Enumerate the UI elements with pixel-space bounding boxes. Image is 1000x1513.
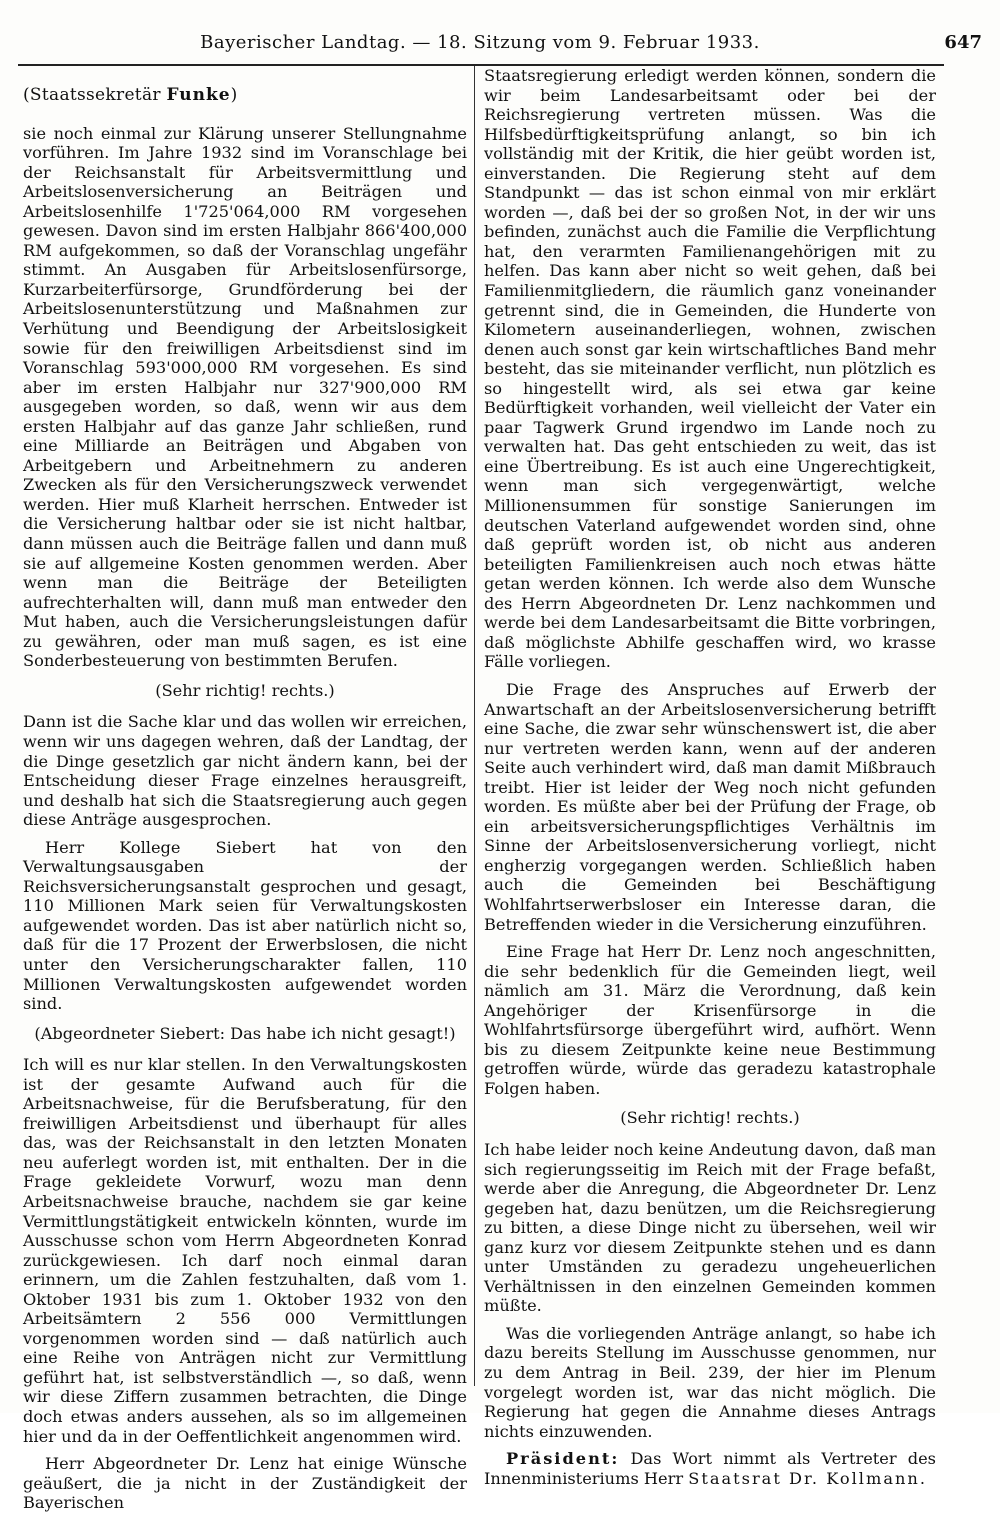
paragraph: Eine Frage hat Herr Dr. Lenz noch angeschnitten, die sehr bedenklich für die Gemeinden liegt, weil nämlich am 31. März die Verordnung, daß kein Angehöriger der Krisenfürsorge in die Wohlfahrtsfürsorge übergeführt wird, aufhört. Wenn bis zu diesem Zeitpunkte keine neue Bestimmung getroffen würde, würde das geradezu katastrophale Folgen haben. (484, 942, 936, 1098)
interjection: (Abgeordneter Siebert: Das habe ich nicht gesagt!) (34, 1023, 456, 1043)
running-head-open: (Staatssekretär (23, 85, 167, 105)
page-header (18, 32, 982, 58)
running-head-close: ) (230, 85, 238, 105)
left-column (23, 66, 467, 1513)
paragraph: Dann ist die Sache klar und das wollen wir erreichen, wenn wir uns dagegen wehren, daß der Landtag, der die Dinge gesetzlich gar nicht ändern kann, bei der Entscheidung dieser Frage einzelnes herausgreift, und deshalb hat sich die Staatsregierung auch gegen diese Anträge ausgesprochen. (23, 712, 467, 830)
paragraph: Staatsregierung erledigt werden können, sondern die wir beim Landesarbeitsamt oder bei der Reichsregierung vertreten müssen. Was die Hilfsbedürftigkeitsprüfung anlangt, so bin ich vollständig mit der Kritik, die hier geübt worden ist, einverstanden. Die Regierung steht auf dem Standpunkt — das ist schon einmal von mir erklärt worden —, daß bei der so großen Not, in der wir uns befinden, zunächst auch die Familie die Verpflichtung hat, den verarmten Familienangehörigen mit zu helfen. Das kann aber nicht so weit gehen, daß bei Familienmitgliedern, die räumlich ganz voneinander getrennt sind, die in Gemeinden, die Hunderte von Kilometern auseinanderliegen, wohnen, zwischen denen auch sonst gar kein wirtschaftliches Band mehr besteht, das sie miteinander verflicht, nun plötzlich es so hingestellt wird, als sei etwa gar keine Bedürftigkeit vorhanden, weil vielleicht der Vater ein paar Tagwerk Grund irgendwo im Lande noch zu verwalten hat. Das geht entschieden zu weit, das ist eine Übertreibung. Es ist auch eine Ungerechtigkeit, wenn man sich vergegenwärtigt, welche Millionensummen für sonstige Sanierungen im deutschen Vaterland aufgewendet worden sind, ohne daß geprüft worden ist, ob nicht aus anderen beteiligten Familienkreisen auch noch etwas hätte getan werden können. Ich werde also dem Wunsche des Herrn Abgeordneten Dr. Lenz nachkommen und werde bei dem Landesarbeitsamt die Bitte vorbringen, daß möglichste Abhilfe geschaffen wird, wo krasse Fälle vorliegen. (484, 66, 936, 672)
paragraph: Herr Abgeordneter Dr. Lenz hat einige Wünsche geäußert, die ja nicht in der Zuständigkeit der Bayerischen (23, 1454, 467, 1513)
running-head-name: Funke (166, 85, 231, 105)
speaker-text: Das Wort nimmt als Vertreter des Innenministeriums Herr (484, 1449, 936, 1488)
right-column (484, 66, 936, 1488)
running-speaker-head (23, 86, 467, 106)
interjection: (Sehr richtig! rechts.) (620, 1108, 800, 1128)
page-title: Bayerischer Landtag. — 18. Sitzung vom 9. Februar 1933. (200, 32, 760, 53)
paragraph: Herr Kollege Siebert hat von den Verwaltungsausgaben der Reichsversicherungsanstalt gesprochen und gesagt, 110 Millionen Mark seien für Verwaltungskosten aufgewendet worden. Das ist aber natürlich nicht so, daß für die 17 Prozent der Erwerbslosen, die nicht unter den Versicherungscharakter fallen, 110 Millionen Verwaltungskosten aufgewendet worden sind. (23, 837, 467, 1014)
speaker-name: Staatsrat Dr. Kollmann. (688, 1468, 927, 1488)
paragraph: Die Frage des Anspruches auf Erwerb der Anwartschaft an der Arbeitslosenversicherung betrifft eine Sache, die zwar sehr wünschenswert ist, die aber nur vertreten werden kann, wenn auf der anderen Seite auch verhindert wird, daß man damit Mißbrauch treibt. Hier ist leider der Weg noch nicht gefunden worden. Es müßte aber bei der Prüfung der Frage, ob ein arbeitsversicherungspflichtiges Verhältnis im Sinne der Arbeitslosenversicherung vorliegt, nicht engherzig vorgegangen werden. Schließlich haben auch die Gemeinden bei Beschäftigung Wohlfahrtserwerbsloser ein Interesse daran, die Betreffenden wieder in die Versicherung einzuführen. (484, 679, 936, 934)
page-number: 647 (944, 32, 982, 53)
speaker-label: Präsident: (506, 1449, 620, 1469)
paragraph: Ich habe leider noch keine Andeutung davon, daß man sich regierungsseitig im Reich mit der Frage befaßt, werde aber die Anregung, die Abgeordneter Dr. Lenz gegeben hat, dazu benützen, um die Reichsregierung zu bitten, a diese Dinge nicht zu übersehen, weil wir ganz kurz vor diesem Zeitpunkte stehen und es dann unter Umständen zu geradezu ungeheuerlichen Verhältnissen in den einzelnen Gemeinden kommen müßte. (484, 1139, 936, 1316)
speaker-paragraph (484, 1449, 936, 1488)
paragraph: Ich will es nur klar stellen. In den Verwaltungskosten ist der gesamte Aufwand auch für die Arbeitsnachweise, für die Berufsberatung, für den freiwilligen Arbeitsdienst und überhaupt für alles das, was der Reichsanstalt in den letzten Monaten neu auferlegt worden ist, mit enthalten. Der in die Frage gekleidete Vorwurf, wozu man denn Arbeitsnachweise brauche, nachdem sie gar keine Vermittlungstätigkeit entwickeln könnten, wurde im Ausschusse schon vom Herrn Abgeordneten Konrad zurückgewiesen. Ich darf noch einmal daran erinnern, um die Zahlen festzuhalten, daß vom 1. Oktober 1931 bis zum 1. Oktober 1932 von den Arbeitsämtern 2 556 000 Vermittlungen vorgenommen worden sind — daß natürlich auch eine Reihe von Anträgen nicht zur Vermittlung geführt hat, ist selbstverständlich —, so daß, wenn wir diese Ziffern zusammen betrachten, die Dinge doch etwas anders aussehen, als so im allgemeinen hier und da in der Oeffentlichkeit angenommen wird. (23, 1055, 467, 1446)
column-divider (474, 66, 475, 1386)
paragraph: sie noch einmal zur Klärung unserer Stellungnahme vorführen. Im Jahre 1932 sind im Voranschlage bei der Reichsanstalt für Arbeitsvermittlung und Arbeitslosenversicherung an Beiträgen und Arbeitslosenhilfe 1'725'064,000 RM vorgesehen gewesen. Davon sind im ersten Halbjahr 866'400,000 RM aufgekommen, so daß der Voranschlag ungefähr stimmt. An Ausgaben für Arbeitslosenfürsorge, Kurzarbeiterfürsorge, Grundförderung bei der Arbeitslosenunterstützung und Maßnahmen zur Verhütung und Beendigung der Arbeitslosigkeit sowie für den freiwilligen Arbeitsdienst sind im Voranschlag 593'000,000 RM vorgesehen. Es sind aber im ersten Halbjahr nur 327'900,000 RM ausgegeben worden, so daß, wenn wir aus dem ersten Halbjahr auf das ganze Jahr schließen, rund eine Milliarde an Beiträgen und Abgaben von Arbeitgebern und Arbeitnehmern zu anderen Zwecken als für den Versicherungszweck verwendet werden. Hier muß Klarheit herrschen. Entweder ist die Versicherung haltbar oder sie ist nicht haltbar, dann müssen auch die Beiträge fallen und dann muß sie auf allgemeine Kosten genommen werden. Aber wenn man die Beiträge der Beteiligten aufrechterhalten will, dann muß man entweder den Mut haben, auch die Versicherungsleistungen dafür zu gewähren, oder man muß sagen, es ist eine Sonderbesteuerung von bestimmten Berufen. (23, 123, 467, 671)
interjection: (Sehr richtig! rechts.) (155, 680, 335, 700)
paragraph: Was die vorliegenden Anträge anlangt, so habe ich dazu bereits Stellung im Ausschusse genommen, nur zu dem Antrag in Beil. 239, der hier im Plenum vorgelegt worden ist, war das nicht möglich. Die Regierung hat gegen die Annahme dieses Antrags nichts einzuwenden. (484, 1323, 936, 1441)
